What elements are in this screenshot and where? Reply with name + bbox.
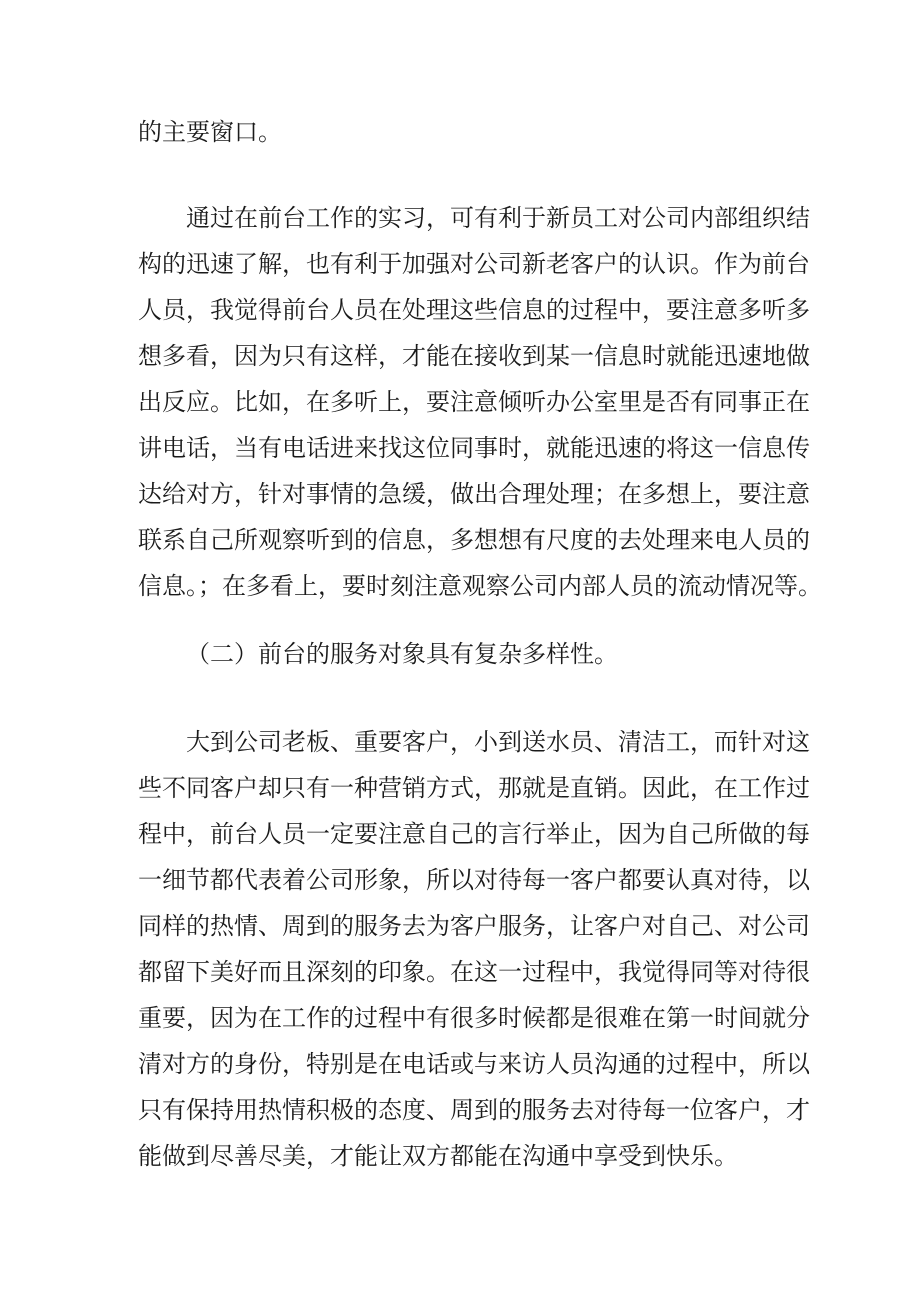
text-line: 些不同客户却只有一种营销方式，那就是直销。因此，在工作过	[138, 774, 810, 802]
text-line: 讲电话，当有电话进来找这位同事时，就能迅速的将这一信息传	[138, 434, 810, 462]
text-line: 程中，前台人员一定要注意自己的言行举止，因为自己所做的每	[138, 820, 810, 848]
text-line: 出反应。比如，在多听上，要注意倾听办公室里是否有同事正在	[138, 388, 810, 416]
text-line: 的主要窗口。	[138, 118, 282, 146]
text-line: 重要，因为在工作的过程中有很多时候都是很难在第一时间就分	[138, 1004, 810, 1032]
text-line: 想多看，因为只有这样，才能在接收到某一信息时就能迅速地做	[138, 342, 810, 370]
text-line: 能做到尽善尽美，才能让双方都能在沟通中享受到快乐。	[138, 1142, 738, 1170]
text-line: 同样的热情、周到的服务去为客户服务，让客户对自己、对公司	[138, 912, 810, 940]
text-line: 信息。；在多看上，要时刻注意观察公司内部人员的流动情况等。	[138, 572, 822, 600]
section-heading: （二）前台的服务对象具有复杂多样性。	[186, 640, 618, 668]
text-line: 通过在前台工作的实习，可有利于新员工对公司内部组织结	[186, 204, 810, 232]
text-line: 都留下美好而且深刻的印象。在这一过程中，我觉得同等对待很	[138, 958, 810, 986]
text-line: 清对方的身份，特别是在电话或与来访人员沟通的过程中，所以	[138, 1050, 810, 1078]
text-line: 一细节都代表着公司形象，所以对待每一客户都要认真对待，以	[138, 866, 810, 894]
text-line: 只有保持用热情积极的态度、周到的服务去对待每一位客户，才	[138, 1096, 810, 1124]
text-line: 联系自己所观察听到的信息，多想想有尺度的去处理来电人员的	[138, 526, 810, 554]
text-line: 人员，我觉得前台人员在处理这些信息的过程中，要注意多听多	[138, 296, 810, 324]
text-line: 达给对方，针对事情的急缓，做出合理处理；在多想上，要注意	[138, 480, 810, 508]
text-line: 构的迅速了解，也有利于加强对公司新老客户的认识。作为前台	[138, 250, 810, 278]
text-line: 大到公司老板、重要客户，小到送水员、清洁工，而针对这	[186, 728, 810, 756]
